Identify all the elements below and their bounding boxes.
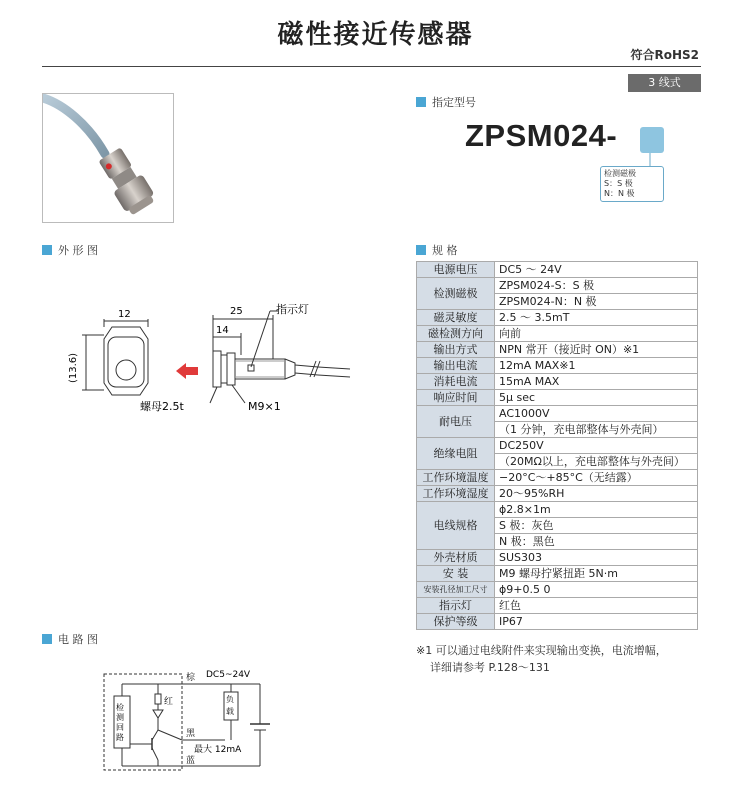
spec-value: IP67 [495, 614, 698, 630]
spec-key: 安装孔径加工尺寸 [417, 582, 495, 598]
bullet-square-icon [42, 634, 52, 644]
table-row [417, 358, 698, 374]
wire-blue: 蓝 [186, 756, 196, 766]
spec-key: 保护等级 [417, 614, 495, 630]
outline-section-header [42, 242, 98, 258]
spec-key: 电源电压 [417, 262, 495, 278]
model-code: ZPSM024- [465, 118, 618, 153]
spec-section-label: 规 格 [432, 244, 458, 257]
spec-key: 输出方式 [417, 342, 495, 358]
spec-value: −20°C～+85°C（无结露） [495, 470, 698, 486]
table-row [417, 598, 698, 614]
spec-key: 工作环境温度 [417, 470, 495, 486]
legend-line: 检测磁极 [604, 169, 636, 178]
spec-value: N 极：黑色 [495, 534, 698, 550]
indicator-label: 指示灯 [276, 303, 309, 316]
dim-14: 14 [216, 325, 229, 336]
sensor-image-icon [43, 94, 174, 223]
outline-section-label: 外 形 图 [58, 244, 98, 257]
table-row [417, 614, 698, 630]
table-row [417, 502, 698, 518]
footnote-line: 详细请参考 P.128～131 [430, 661, 550, 674]
table-row [417, 310, 698, 326]
spec-value: 20～95%RH [495, 486, 698, 502]
spec-key: 绝缘电阻 [417, 438, 495, 470]
spec-value: NPN 常开（接近时 ON）※1 [495, 342, 698, 358]
spec-key: 检测磁极 [417, 278, 495, 310]
bullet-square-icon [416, 245, 426, 255]
bullet-square-icon [416, 97, 426, 107]
wire-red: 红 [164, 697, 174, 707]
header-divider [42, 66, 701, 67]
detect-label-3: 回 [116, 723, 124, 732]
product-photo [42, 93, 174, 223]
spec-value: ZPSM024-S：S 极 [495, 278, 698, 294]
dim-25: 25 [230, 306, 243, 317]
model-section-label: 指定型号 [432, 96, 476, 109]
table-row [417, 406, 698, 422]
footnote [416, 642, 716, 676]
bullet-square-icon [42, 245, 52, 255]
spec-value: （1 分钟，充电部整体与外壳间） [495, 422, 698, 438]
model-section-header [416, 94, 476, 110]
spec-value: （20MΩ以上，充电部整体与外壳间） [495, 454, 698, 470]
table-row [417, 374, 698, 390]
table-row [417, 582, 698, 598]
spec-key: 磁灵敏度 [417, 310, 495, 326]
detect-label-2: 测 [116, 713, 124, 722]
spec-value: 15mA MAX [495, 374, 698, 390]
table-row [417, 470, 698, 486]
table-row [417, 326, 698, 342]
dim-12: 12 [118, 309, 131, 320]
spec-value: DC250V [495, 438, 698, 454]
spec-key: 耐电压 [417, 406, 495, 438]
spec-value: ϕ9+0.5 0 [495, 582, 698, 598]
circuit-diagram [100, 664, 270, 776]
spec-key: 外壳材质 [417, 550, 495, 566]
spec-value: ZPSM024-N：N 极 [495, 294, 698, 310]
spec-value: 红色 [495, 598, 698, 614]
spec-value: AC1000V [495, 406, 698, 422]
spec-key: 消耗电流 [417, 374, 495, 390]
spec-value: S 极：灰色 [495, 518, 698, 534]
direction-arrow-icon [176, 363, 198, 379]
table-row [417, 486, 698, 502]
spec-value: SUS303 [495, 550, 698, 566]
wire-black: 黑 [186, 729, 196, 739]
nut-label: 螺母2.5t [140, 400, 184, 413]
spec-section-header [416, 242, 458, 258]
legend-line: N：N 极 [604, 189, 635, 198]
table-row [417, 550, 698, 566]
table-row [417, 566, 698, 582]
wire-type-badge: 3 线式 [628, 74, 701, 92]
page-title: 磁性接近传感器 [277, 20, 474, 50]
table-row [417, 278, 698, 294]
load-label-2: 载 [226, 707, 234, 716]
detect-label-1: 检 [116, 703, 124, 712]
detect-label-4: 路 [116, 733, 124, 742]
model-legend [600, 166, 664, 202]
legend-line: S：S 极 [604, 179, 633, 188]
spec-key: 磁检测方向 [417, 326, 495, 342]
load-label-1: 负 [226, 695, 234, 704]
model-suffix-box [640, 127, 664, 153]
led-icon [153, 710, 163, 718]
outline-drawing [60, 295, 380, 425]
rohs-label: 符合RoHS2 [630, 48, 699, 62]
table-row [417, 262, 698, 278]
spec-key: 电线规格 [417, 502, 495, 550]
footnote-line: ※1 可以通过电线附件来实现输出变换，电流增幅， [416, 644, 667, 657]
table-row [417, 390, 698, 406]
supply-voltage: DC5~24V [206, 670, 251, 680]
max-current: 最大 12mA [194, 745, 242, 755]
spec-value: ϕ2.8×1m [495, 502, 698, 518]
spec-value: DC5 ～ 24V [495, 262, 698, 278]
spec-value: 5μ sec [495, 390, 698, 406]
circuit-section-header [42, 631, 98, 647]
spec-value: 12mA MAX※1 [495, 358, 698, 374]
spec-key: 输出电流 [417, 358, 495, 374]
spec-value: 2.5 ～ 3.5mT [495, 310, 698, 326]
table-row [417, 438, 698, 454]
circuit-section-label: 电 路 图 [58, 633, 98, 646]
wire-brown: 棕 [186, 673, 196, 683]
table-row [417, 342, 698, 358]
thread-label: M9×1 [248, 400, 281, 413]
dim-13-6: (13.6) [68, 352, 79, 383]
spec-key: 工作环境湿度 [417, 486, 495, 502]
spec-key: 响应时间 [417, 390, 495, 406]
spec-value: M9 螺母拧紧扭距 5N·m [495, 566, 698, 582]
spec-value: 向前 [495, 326, 698, 342]
spec-table [416, 261, 698, 630]
spec-key: 指示灯 [417, 598, 495, 614]
legend-connector [638, 153, 658, 167]
spec-key: 安 装 [417, 566, 495, 582]
